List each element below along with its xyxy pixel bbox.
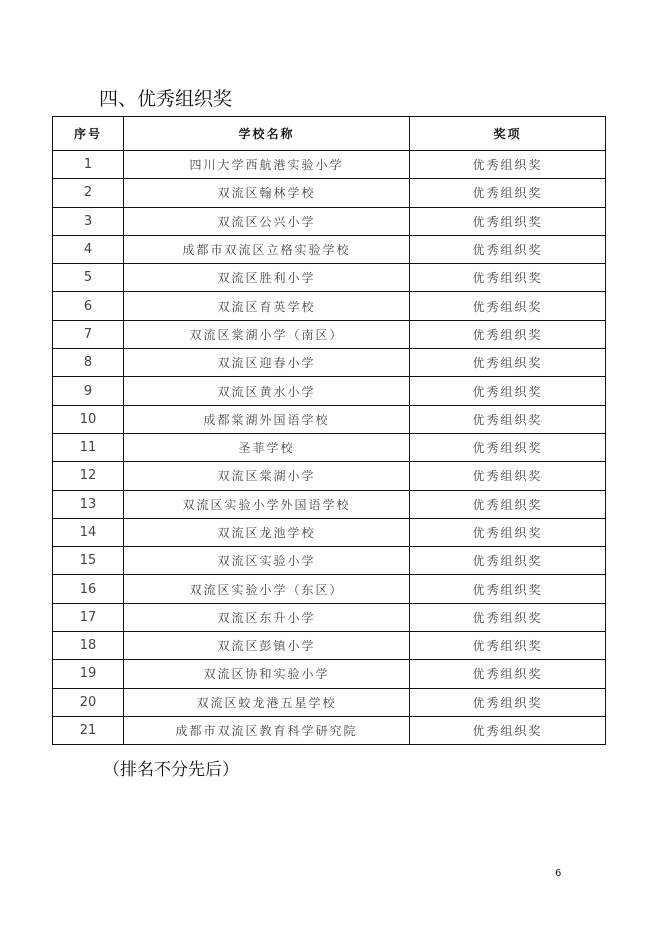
section-title: 四、优秀组织奖 <box>99 88 233 110</box>
award-name: 优秀组织奖 <box>410 349 606 377</box>
row-number: 16 <box>53 575 124 603</box>
row-number: 12 <box>53 462 124 490</box>
table-row <box>53 716 606 744</box>
school-name: 双流区实验小学 <box>124 547 410 575</box>
school-name: 圣菲学校 <box>124 433 410 461</box>
row-number: 17 <box>53 603 124 631</box>
award-name: 优秀组织奖 <box>410 490 606 518</box>
row-number: 2 <box>53 179 124 207</box>
row-number: 14 <box>53 518 124 546</box>
row-number: 20 <box>53 688 124 716</box>
row-number: 11 <box>53 433 124 461</box>
award-name: 优秀组织奖 <box>410 632 606 660</box>
award-name: 优秀组织奖 <box>410 235 606 263</box>
table-row <box>53 405 606 433</box>
ranking-note: （排名不分先后） <box>103 760 239 780</box>
table-row <box>53 151 606 179</box>
school-name: 成都市双流区立格实验学校 <box>124 235 410 263</box>
table-row <box>53 264 606 292</box>
award-name: 优秀组织奖 <box>410 207 606 235</box>
row-number: 6 <box>53 292 124 320</box>
table-row <box>53 349 606 377</box>
award-name: 优秀组织奖 <box>410 405 606 433</box>
award-name: 优秀组织奖 <box>410 179 606 207</box>
school-name: 双流区龙池学校 <box>124 518 410 546</box>
table-row <box>53 377 606 405</box>
school-name: 成都市双流区教育科学研究院 <box>124 716 410 744</box>
row-number: 13 <box>53 490 124 518</box>
row-number: 18 <box>53 632 124 660</box>
school-name: 双流区东升小学 <box>124 603 410 631</box>
award-name: 优秀组织奖 <box>410 603 606 631</box>
row-number: 9 <box>53 377 124 405</box>
school-name: 双流区实验小学外国语学校 <box>124 490 410 518</box>
row-number: 3 <box>53 207 124 235</box>
table-row <box>53 207 606 235</box>
page-number: 6 <box>555 868 562 879</box>
school-name: 双流区棠湖小学 <box>124 462 410 490</box>
school-name: 双流区翰林学校 <box>124 179 410 207</box>
table-row <box>53 179 606 207</box>
table-row <box>53 660 606 688</box>
award-name: 优秀组织奖 <box>410 462 606 490</box>
table-row <box>53 320 606 348</box>
school-name: 双流区迎春小学 <box>124 349 410 377</box>
school-name: 双流区育英学校 <box>124 292 410 320</box>
row-number: 7 <box>53 320 124 348</box>
school-name: 双流区棠湖小学（南区） <box>124 320 410 348</box>
award-name: 优秀组织奖 <box>410 547 606 575</box>
table-row <box>53 235 606 263</box>
award-name: 优秀组织奖 <box>410 518 606 546</box>
award-name: 优秀组织奖 <box>410 688 606 716</box>
row-number: 1 <box>53 151 124 179</box>
award-name: 优秀组织奖 <box>410 292 606 320</box>
school-name: 四川大学西航港实验小学 <box>124 151 410 179</box>
award-name: 优秀组织奖 <box>410 433 606 461</box>
award-name: 优秀组织奖 <box>410 151 606 179</box>
row-number: 10 <box>53 405 124 433</box>
school-name: 双流区黄水小学 <box>124 377 410 405</box>
table-row <box>53 688 606 716</box>
school-name: 双流区实验小学（东区） <box>124 575 410 603</box>
award-name: 优秀组织奖 <box>410 575 606 603</box>
row-number: 15 <box>53 547 124 575</box>
school-name: 双流区蛟龙港五星学校 <box>124 688 410 716</box>
award-name: 优秀组织奖 <box>410 377 606 405</box>
school-name: 双流区协和实验小学 <box>124 660 410 688</box>
school-name: 双流区胜利小学 <box>124 264 410 292</box>
award-name: 优秀组织奖 <box>410 320 606 348</box>
table-row <box>53 547 606 575</box>
row-number: 4 <box>53 235 124 263</box>
table-row <box>53 603 606 631</box>
table-row <box>53 632 606 660</box>
table-row <box>53 462 606 490</box>
row-number: 19 <box>53 660 124 688</box>
header-school: 学校名称 <box>124 117 410 151</box>
row-number: 21 <box>53 716 124 744</box>
row-number: 5 <box>53 264 124 292</box>
award-table <box>52 116 606 745</box>
table-row <box>53 433 606 461</box>
award-name: 优秀组织奖 <box>410 716 606 744</box>
table-header-row <box>53 117 606 151</box>
table-row <box>53 292 606 320</box>
table-row <box>53 490 606 518</box>
award-name: 优秀组织奖 <box>410 264 606 292</box>
award-name: 优秀组织奖 <box>410 660 606 688</box>
school-name: 成都棠湖外国语学校 <box>124 405 410 433</box>
table-row <box>53 575 606 603</box>
header-award: 奖项 <box>410 117 606 151</box>
school-name: 双流区彭镇小学 <box>124 632 410 660</box>
school-name: 双流区公兴小学 <box>124 207 410 235</box>
header-number: 序号 <box>53 117 124 151</box>
row-number: 8 <box>53 349 124 377</box>
table-row <box>53 518 606 546</box>
